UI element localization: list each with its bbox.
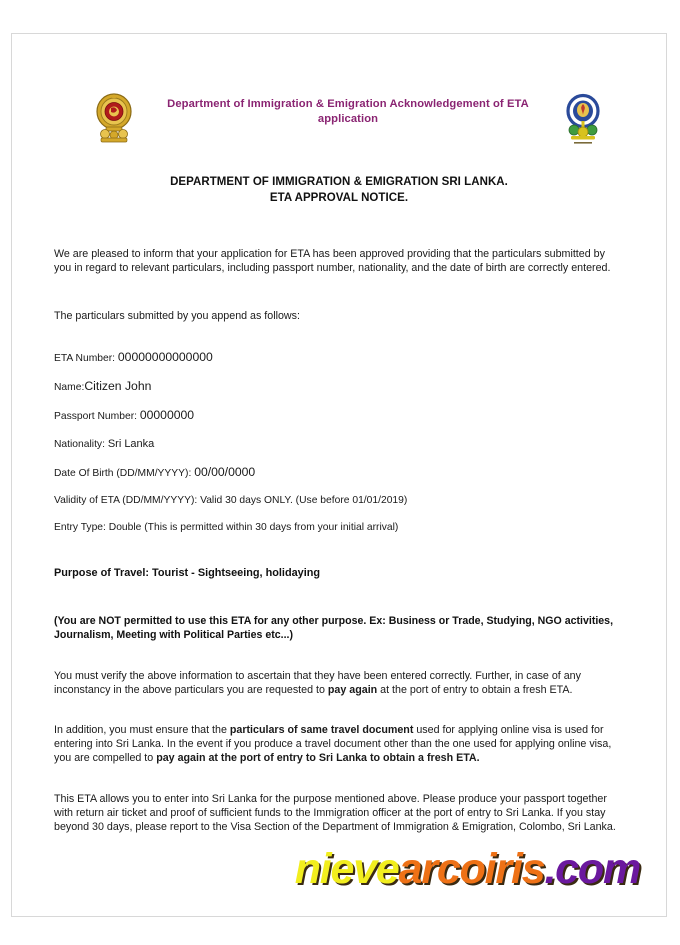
particulars-list xyxy=(54,350,624,535)
particular-label: Name: xyxy=(54,381,85,393)
particular-row-passport-number xyxy=(54,408,624,424)
addition-bold-same-travel-document: particulars of same travel document xyxy=(229,723,414,736)
particular-label: ETA Number: xyxy=(54,352,118,364)
watermark-part-com: .com xyxy=(544,845,640,893)
purpose-of-travel: Purpose of Travel: Tourist - Sightseeing, holidaying xyxy=(54,566,321,579)
subtitle-line-1: DEPARTMENT OF IMMIGRATION & EMIGRATION SRI LANKA. xyxy=(170,176,508,188)
watermark-part-nieve: nieve xyxy=(294,845,399,893)
addition-text-2: used for applying online visa is used for entering into Sri Lanka. In the event if you produce a travel document other than the one used for applying online visa, you are compelled to xyxy=(54,723,612,765)
document-header xyxy=(54,91,624,169)
particular-row-eta-number xyxy=(54,350,624,366)
closing-paragraph: This ETA allows you to enter into Sri Lanka for the purpose mentioned above. Please produce your passport together with return air ticket and proof of sufficient funds to the Immigration officer at the port of entry to Sri Lanka. If you stay beyond 30 days, please report to the Visa Section of the Department of Immigration & Emigration, Colombo, Sri Lanka. xyxy=(54,792,616,833)
addition-bold-pay-again: pay again at the port of entry to Sri Lanka to obtain a fresh ETA. xyxy=(156,752,480,765)
particular-value: 00000000 xyxy=(139,407,195,422)
watermark-part-arcoiris: arcoiris xyxy=(398,845,545,893)
subtitle-line-2: ETA APPROVAL NOTICE. xyxy=(269,191,409,204)
particular-label: Date Of Birth (DD/MM/YYYY): xyxy=(54,467,195,479)
purpose-restriction-note: (You are NOT permitted to use this ETA for any other purpose. Ex: Business or Trade, Studying, NGO activities, Journalism, Meeting with Political Parties etc...) xyxy=(54,615,614,642)
sri-lanka-government-emblem-icon xyxy=(93,91,135,145)
page-title: Department of Immigration & Emigration Acknowledgement of ETA application xyxy=(167,98,529,125)
particular-row-nationality xyxy=(54,437,624,452)
particular-label: Validity of ETA (DD/MM/YYYY): xyxy=(54,494,201,506)
particular-label: Passport Number: xyxy=(54,410,140,422)
particular-value: Double (This is permitted within 30 days from your initial arrival) xyxy=(108,521,399,533)
particular-value: Valid 30 days ONLY. (Use before 01/01/2019) xyxy=(200,494,408,506)
particular-row-date-of-birth xyxy=(54,465,624,481)
particular-value: Sri Lanka xyxy=(107,437,155,450)
particular-label: Entry Type: xyxy=(54,521,109,533)
particular-value: 00/00/0000 xyxy=(194,464,256,479)
addition-paragraph xyxy=(54,723,624,766)
document-body xyxy=(54,247,624,834)
verify-bold-pay-again: pay again xyxy=(327,683,378,696)
particular-label: Nationality: xyxy=(54,438,108,450)
particular-value: 00000000000000 xyxy=(117,349,213,364)
intro-paragraph: We are pleased to inform that your application for ETA has been approved providing that the particulars submitted by you in regard to relevant particulars, including passport number, nationality, and the date of birth are correctly entered. xyxy=(54,248,611,275)
verify-text-1: You must verify the above information to ascertain that they have been entered correctly. Further, in case of any inconstancy in the above particulars you are requested to xyxy=(54,669,581,696)
particular-row-name xyxy=(54,379,624,395)
verify-paragraph xyxy=(54,669,624,697)
addition-text-1: In addition, you must ensure that the xyxy=(54,723,230,736)
document-content xyxy=(12,34,666,916)
particular-value: Citizen John xyxy=(84,378,152,393)
particulars-lead: The particulars submitted by you append as follows: xyxy=(54,310,300,323)
particular-row-entry-type xyxy=(54,521,624,535)
document-page xyxy=(11,33,667,917)
verify-text-2: at the port of entry to obtain a fresh ETA. xyxy=(377,683,573,696)
department-of-immigration-emblem-icon xyxy=(562,93,604,147)
particular-row-validity xyxy=(54,494,624,508)
site-watermark xyxy=(12,846,666,892)
